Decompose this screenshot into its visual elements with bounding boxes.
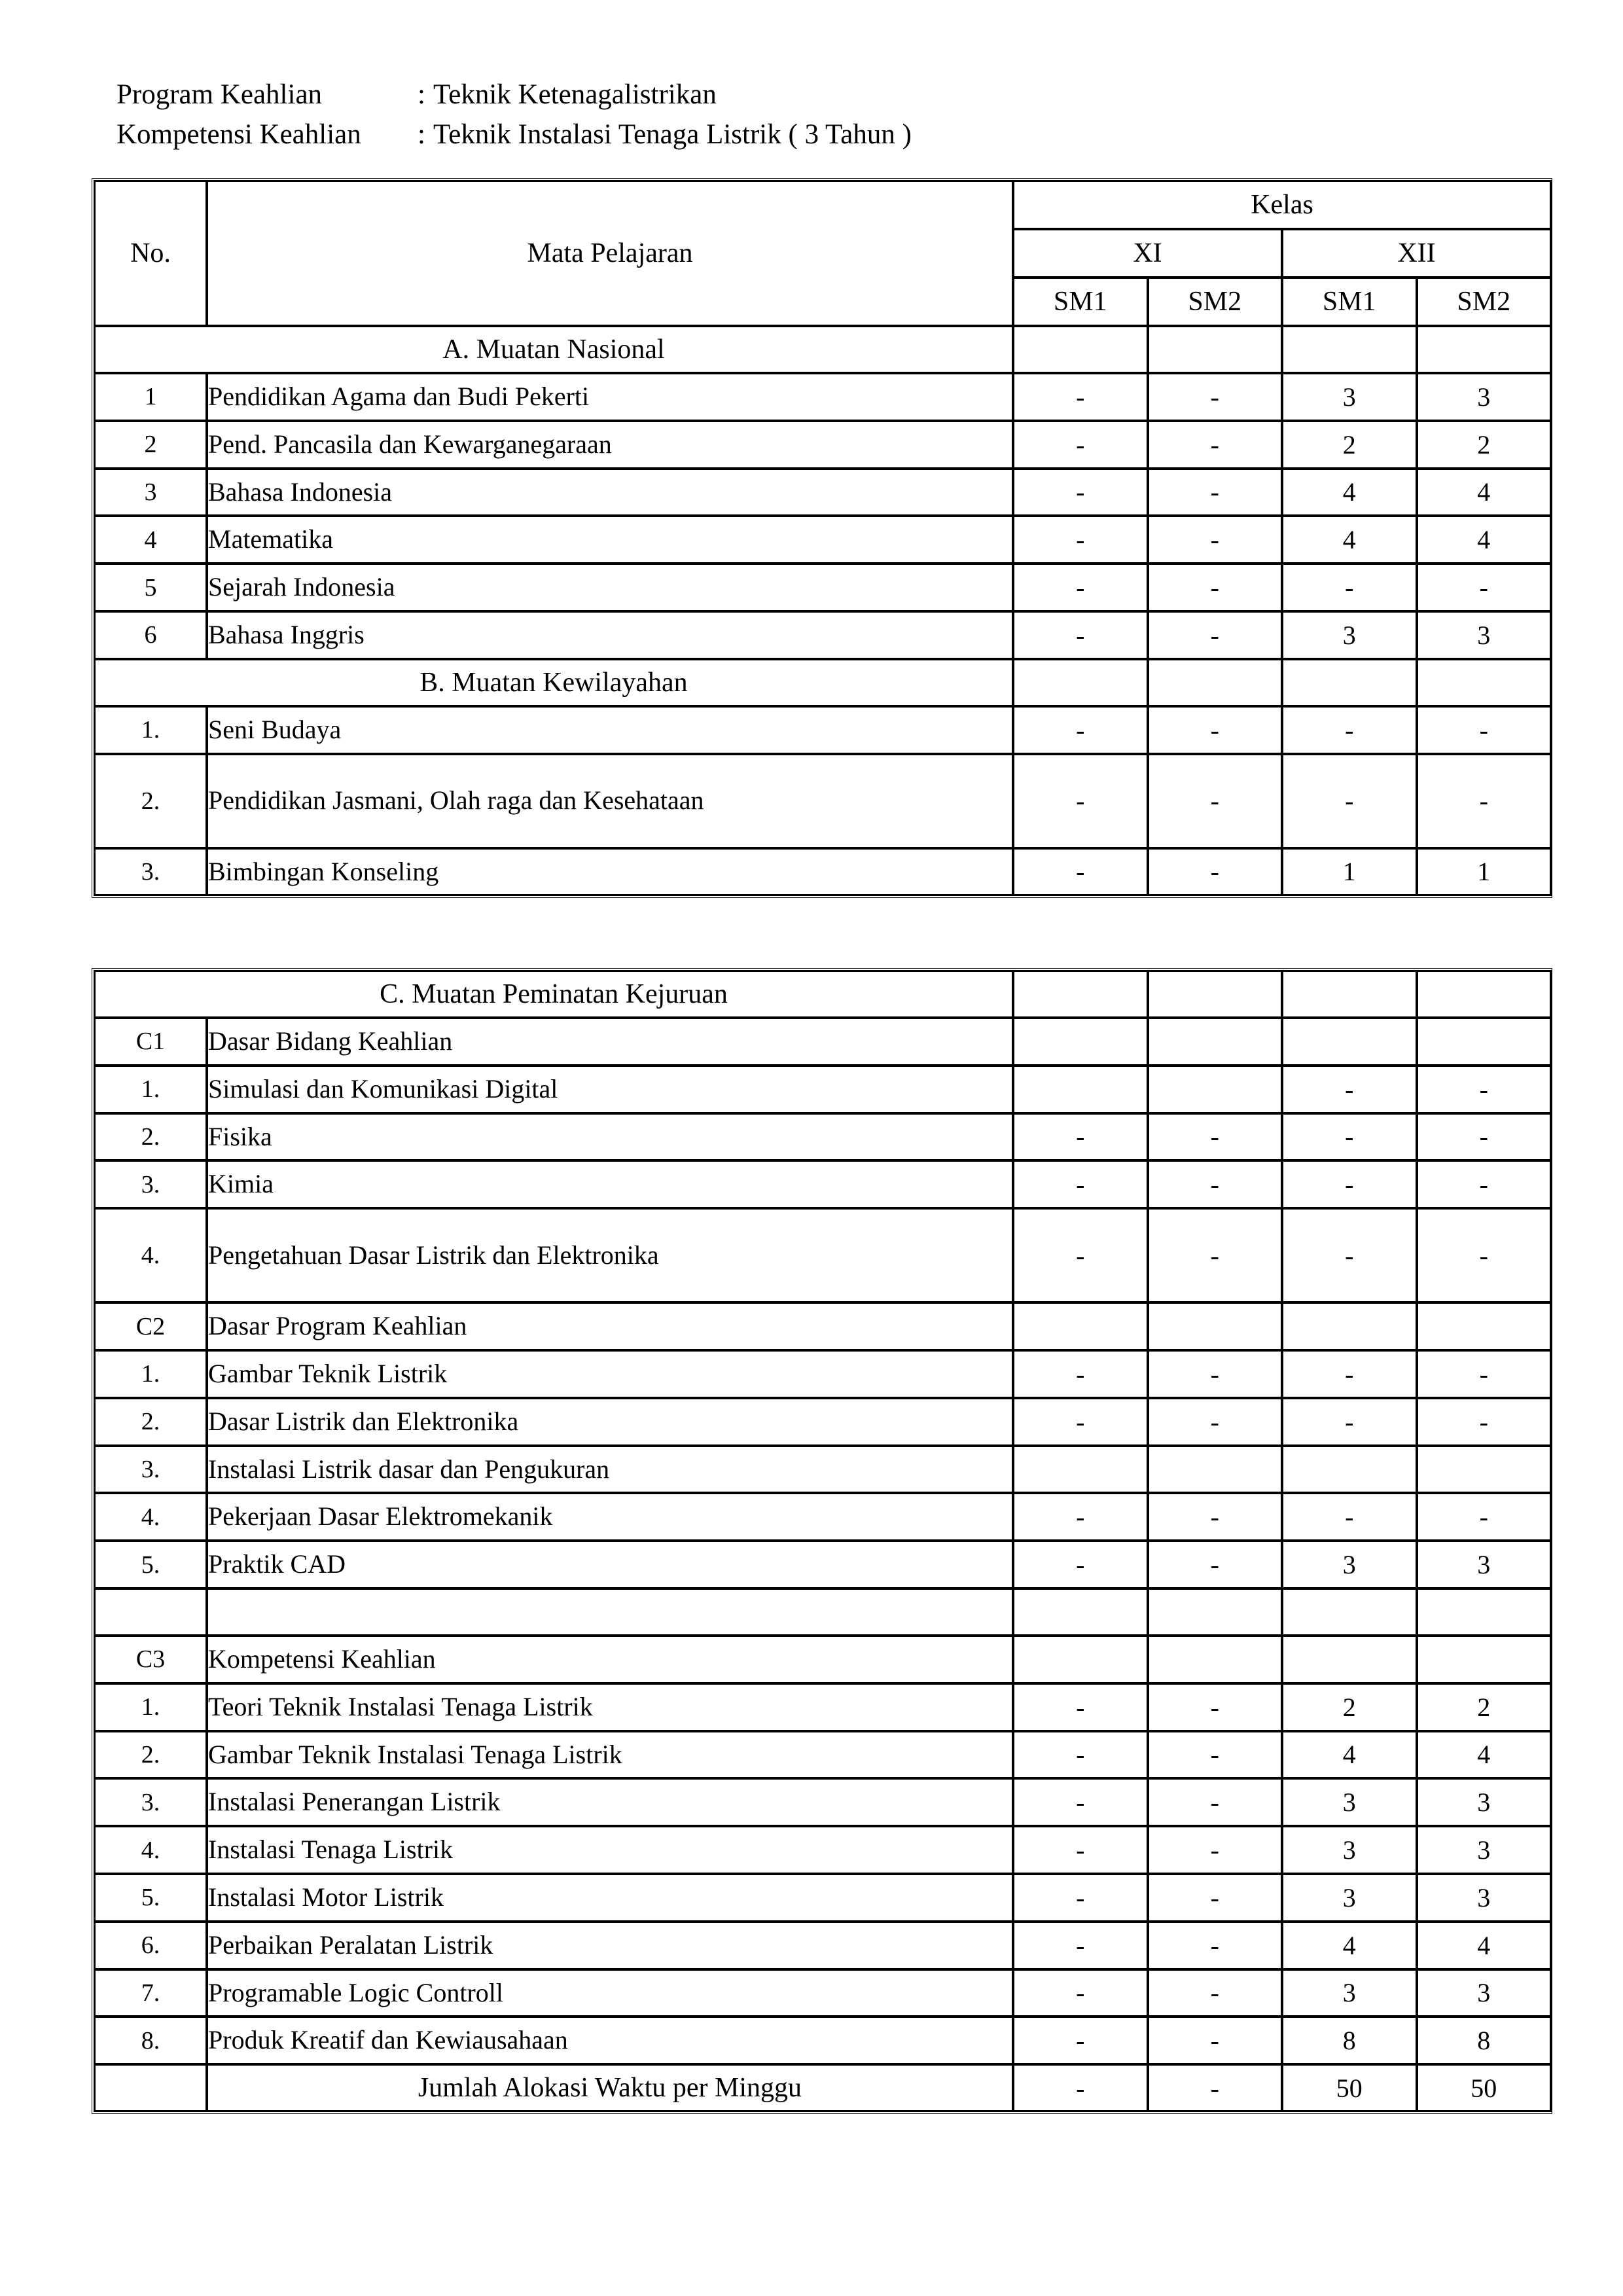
cell-no: 4 xyxy=(94,516,207,564)
cell-subject: Bahasa Indonesia xyxy=(207,469,1013,516)
table-row xyxy=(94,1160,1551,1208)
section-header-cell-1 xyxy=(1148,326,1283,373)
subgroup-title-C3: Kompetensi Keahlian xyxy=(207,1636,1013,1683)
heading-row-program xyxy=(116,75,912,115)
table-row xyxy=(94,1874,1551,1922)
table-row xyxy=(94,373,1551,421)
table-row xyxy=(94,706,1551,754)
section-title-B: B. Muatan Kewilayahan xyxy=(94,659,1013,706)
cell-subject: Instalasi Tenaga Listrik xyxy=(207,1826,1013,1874)
cell-value-1: - xyxy=(1148,469,1283,516)
cell-no: 3. xyxy=(94,1778,207,1826)
subgroup-code-C3: C3 xyxy=(94,1636,207,1683)
cell-value-2: - xyxy=(1282,564,1417,611)
cell-value-2: 3 xyxy=(1282,1826,1417,1874)
section-header-cell-2 xyxy=(1282,326,1417,373)
cell-value-3: 1 xyxy=(1417,848,1552,896)
column-header-semester-0: SM1 xyxy=(1013,278,1148,326)
cell-subject: Pekerjaan Dasar Elektromekanik xyxy=(207,1493,1013,1541)
cell-value-1: - xyxy=(1148,1874,1283,1922)
cell-value-1: - xyxy=(1148,1113,1283,1161)
subgroup-code-C2: C2 xyxy=(94,1302,207,1350)
cell-value-1: - xyxy=(1148,1398,1283,1446)
cell-value-0: - xyxy=(1013,1350,1148,1398)
table-row xyxy=(94,1350,1551,1398)
heading-label-kompetensi: Kompetensi Keahlian xyxy=(116,119,361,150)
table-row xyxy=(94,1969,1551,2017)
cell-no: 2. xyxy=(94,1398,207,1446)
section-title-C: C. Muatan Peminatan Kejuruan xyxy=(94,971,1013,1018)
cell-subject: Seni Budaya xyxy=(207,706,1013,754)
cell-subject: Gambar Teknik Listrik xyxy=(207,1350,1013,1398)
cell-value-1: - xyxy=(1148,611,1283,659)
cell-value-1: - xyxy=(1148,1160,1283,1208)
cell-value-1: - xyxy=(1148,516,1283,564)
heading-separator-kompetensi: : xyxy=(418,119,425,150)
cell-value-2: - xyxy=(1282,1350,1417,1398)
cell-value-2: 3 xyxy=(1282,611,1417,659)
cell-value-3: 4 xyxy=(1417,1731,1552,1779)
cell-value-3: - xyxy=(1417,1350,1552,1398)
cell-value-3: - xyxy=(1417,564,1552,611)
cell-no: 1. xyxy=(94,1350,207,1398)
subgroup-header-row xyxy=(94,1018,1551,1066)
cell-value-0: - xyxy=(1013,706,1148,754)
cell-subject: Fisika xyxy=(207,1113,1013,1161)
cell-value-3: - xyxy=(1417,1160,1552,1208)
cell-value-0: - xyxy=(1013,469,1148,516)
column-header-subject: Mata Pelajaran xyxy=(207,181,1013,326)
subgroup-cell-2 xyxy=(1282,1302,1417,1350)
cell-value-1: - xyxy=(1148,706,1283,754)
subgroup-cell-0 xyxy=(1013,1636,1148,1683)
cell-no: 2. xyxy=(94,1113,207,1161)
cell-no: 4. xyxy=(94,1208,207,1302)
subgroup-cell-1 xyxy=(1148,1018,1283,1066)
cell-value-2: - xyxy=(1282,706,1417,754)
cell-no: 8. xyxy=(94,2017,207,2064)
cell-value-3: - xyxy=(1417,706,1552,754)
table-row xyxy=(94,1922,1551,1969)
cell-value-1 xyxy=(1148,1066,1283,1113)
table-row xyxy=(94,1208,1551,1302)
section-header-row xyxy=(94,659,1551,706)
cell-subject: Bahasa Inggris xyxy=(207,611,1013,659)
section-header-cell-0 xyxy=(1013,326,1148,373)
section-title-A: A. Muatan Nasional xyxy=(94,326,1013,373)
cell-value-0: - xyxy=(1013,848,1148,896)
subgroup-cell-3 xyxy=(1417,1636,1552,1683)
column-header-level-xii: XII xyxy=(1282,229,1551,278)
cell-no: 4. xyxy=(94,1493,207,1541)
table-row xyxy=(94,516,1551,564)
cell-value-1: - xyxy=(1148,1969,1283,2017)
cell-no: 1 xyxy=(94,373,207,421)
column-header-semester-2: SM1 xyxy=(1282,278,1417,326)
cell-no: 3. xyxy=(94,1446,207,1494)
cell-no: 5. xyxy=(94,1874,207,1922)
cell-value-0: - xyxy=(1013,1922,1148,1969)
cell-no: 6. xyxy=(94,1922,207,1969)
cell-value-3: 8 xyxy=(1417,2017,1552,2064)
cell-subject: Pendidikan Jasmani, Olah raga dan Kesehataan xyxy=(207,754,1013,848)
cell-value-0: - xyxy=(1013,2017,1148,2064)
table-total-row xyxy=(94,2064,1551,2111)
cell-value-3: 4 xyxy=(1417,1922,1552,1969)
table-header-row-1 xyxy=(94,181,1551,229)
cell-value-3: 2 xyxy=(1417,1683,1552,1731)
cell-subject xyxy=(207,1588,1013,1636)
subgroup-header-row xyxy=(94,1636,1551,1683)
cell-value-0: - xyxy=(1013,1541,1148,1588)
cell-value-2: - xyxy=(1282,1493,1417,1541)
section-header-cell-1 xyxy=(1148,971,1283,1018)
cell-subject: Matematika xyxy=(207,516,1013,564)
cell-value-1: - xyxy=(1148,421,1283,469)
cell-value-0: - xyxy=(1013,516,1148,564)
cell-value-1: - xyxy=(1148,1683,1283,1731)
heading-row-kompetensi xyxy=(116,115,912,154)
total-value-3: 50 xyxy=(1417,2064,1552,2111)
cell-value-3: 3 xyxy=(1417,373,1552,421)
total-label: Jumlah Alokasi Waktu per Minggu xyxy=(207,2064,1013,2111)
cell-value-3: 3 xyxy=(1417,1826,1552,1874)
cell-value-2 xyxy=(1282,1446,1417,1494)
column-header-no: No. xyxy=(94,181,207,326)
table-row xyxy=(94,2017,1551,2064)
cell-value-0: - xyxy=(1013,1208,1148,1302)
cell-value-3: 3 xyxy=(1417,1874,1552,1922)
cell-value-0: - xyxy=(1013,1874,1148,1922)
cell-subject: Teori Teknik Instalasi Tenaga Listrik xyxy=(207,1683,1013,1731)
cell-no: 3. xyxy=(94,1160,207,1208)
cell-value-2: 4 xyxy=(1282,1922,1417,1969)
cell-subject: Programable Logic Controll xyxy=(207,1969,1013,2017)
cell-value-3: 3 xyxy=(1417,1778,1552,1826)
cell-no: 1. xyxy=(94,1066,207,1113)
cell-subject: Dasar Listrik dan Elektronika xyxy=(207,1398,1013,1446)
total-value-2: 50 xyxy=(1282,2064,1417,2111)
cell-value-0: - xyxy=(1013,754,1148,848)
subgroup-cell-2 xyxy=(1282,1018,1417,1066)
cell-no: 3. xyxy=(94,848,207,896)
cell-no: 1. xyxy=(94,1683,207,1731)
table-row xyxy=(94,1066,1551,1113)
section-header-cell-1 xyxy=(1148,659,1283,706)
cell-no: 5 xyxy=(94,564,207,611)
cell-value-2: - xyxy=(1282,1208,1417,1302)
cell-value-2: - xyxy=(1282,1066,1417,1113)
section-header-cell-2 xyxy=(1282,971,1417,1018)
cell-value-1: - xyxy=(1148,564,1283,611)
section-header-row xyxy=(94,326,1551,373)
cell-value-0: - xyxy=(1013,1731,1148,1779)
cell-value-0: - xyxy=(1013,421,1148,469)
table-row xyxy=(94,1493,1551,1541)
cell-value-3: - xyxy=(1417,1066,1552,1113)
cell-value-3: 2 xyxy=(1417,421,1552,469)
subgroup-cell-3 xyxy=(1417,1018,1552,1066)
table-row xyxy=(94,1683,1551,1731)
cell-subject: Pendidikan Agama dan Budi Pekerti xyxy=(207,373,1013,421)
cell-value-3: 4 xyxy=(1417,516,1552,564)
cell-value-1: - xyxy=(1148,848,1283,896)
subgroup-cell-0 xyxy=(1013,1302,1148,1350)
cell-value-1: - xyxy=(1148,2017,1283,2064)
heading-value-program: Teknik Ketenagalistrikan xyxy=(433,79,717,110)
cell-no: 5. xyxy=(94,1541,207,1588)
table-row xyxy=(94,1113,1551,1161)
section-header-cell-3 xyxy=(1417,326,1552,373)
total-value-0: - xyxy=(1013,2064,1148,2111)
cell-value-1: - xyxy=(1148,1922,1283,1969)
cell-value-3: 3 xyxy=(1417,1541,1552,1588)
cell-subject: Instalasi Penerangan Listrik xyxy=(207,1778,1013,1826)
table-row xyxy=(94,1541,1551,1588)
cell-value-2: 8 xyxy=(1282,2017,1417,2064)
subgroup-cell-0 xyxy=(1013,1018,1148,1066)
table-row xyxy=(94,469,1551,516)
subgroup-cell-2 xyxy=(1282,1636,1417,1683)
subgroup-cell-3 xyxy=(1417,1302,1552,1350)
section-header-cell-3 xyxy=(1417,971,1552,1018)
total-value-1: - xyxy=(1148,2064,1283,2111)
cell-value-1: - xyxy=(1148,1826,1283,1874)
curriculum-table-part1 xyxy=(92,178,1552,898)
cell-value-3: 4 xyxy=(1417,469,1552,516)
total-cell-no xyxy=(94,2064,207,2111)
cell-no: 2. xyxy=(94,754,207,848)
cell-value-0: - xyxy=(1013,1683,1148,1731)
cell-subject: Pend. Pancasila dan Kewarganegaraan xyxy=(207,421,1013,469)
cell-no xyxy=(94,1588,207,1636)
table-row xyxy=(94,754,1551,848)
section-header-cell-0 xyxy=(1013,659,1148,706)
cell-value-0 xyxy=(1013,1446,1148,1494)
curriculum-table-part2 xyxy=(92,968,1552,2114)
table-row xyxy=(94,421,1551,469)
column-header-semester-3: SM2 xyxy=(1417,278,1552,326)
table-row xyxy=(94,1398,1551,1446)
cell-value-3: - xyxy=(1417,754,1552,848)
table-row xyxy=(94,1826,1551,1874)
cell-no: 6 xyxy=(94,611,207,659)
cell-value-1: - xyxy=(1148,373,1283,421)
subgroup-cell-1 xyxy=(1148,1636,1283,1683)
cell-no: 4. xyxy=(94,1826,207,1874)
table-row-blank xyxy=(94,1588,1551,1636)
cell-no: 2 xyxy=(94,421,207,469)
cell-value-3: - xyxy=(1417,1208,1552,1302)
document-heading xyxy=(116,75,912,154)
cell-value-1 xyxy=(1148,1588,1283,1636)
section-header-cell-3 xyxy=(1417,659,1552,706)
cell-subject: Bimbingan Konseling xyxy=(207,848,1013,896)
table-row xyxy=(94,564,1551,611)
column-header-kelas: Kelas xyxy=(1013,181,1551,229)
section-header-cell-0 xyxy=(1013,971,1148,1018)
cell-value-0: - xyxy=(1013,1826,1148,1874)
cell-value-2: 4 xyxy=(1282,1731,1417,1779)
cell-value-0 xyxy=(1013,1588,1148,1636)
cell-value-2: - xyxy=(1282,1160,1417,1208)
heading-value-kompetensi: Teknik Instalasi Tenaga Listrik ( 3 Tahun ) xyxy=(433,119,912,150)
cell-no: 7. xyxy=(94,1969,207,2017)
table-row xyxy=(94,1778,1551,1826)
cell-subject: Instalasi Listrik dasar dan Pengukuran xyxy=(207,1446,1013,1494)
cell-value-3: 3 xyxy=(1417,611,1552,659)
cell-value-0: - xyxy=(1013,564,1148,611)
cell-value-2: 4 xyxy=(1282,469,1417,516)
cell-value-2: 1 xyxy=(1282,848,1417,896)
table-row xyxy=(94,611,1551,659)
cell-value-1: - xyxy=(1148,1541,1283,1588)
cell-value-2 xyxy=(1282,1588,1417,1636)
section-header-row xyxy=(94,971,1551,1018)
cell-value-1: - xyxy=(1148,1493,1283,1541)
cell-value-3: - xyxy=(1417,1493,1552,1541)
cell-value-0: - xyxy=(1013,611,1148,659)
cell-subject: Perbaikan Peralatan Listrik xyxy=(207,1922,1013,1969)
cell-value-2: - xyxy=(1282,1398,1417,1446)
cell-subject: Produk Kreatif dan Kewiausahaan xyxy=(207,2017,1013,2064)
cell-value-0: - xyxy=(1013,373,1148,421)
cell-value-3 xyxy=(1417,1588,1552,1636)
cell-value-0: - xyxy=(1013,1160,1148,1208)
cell-subject: Instalasi Motor Listrik xyxy=(207,1874,1013,1922)
table-row xyxy=(94,848,1551,896)
cell-value-3: - xyxy=(1417,1398,1552,1446)
cell-value-2: 3 xyxy=(1282,1969,1417,2017)
cell-value-1 xyxy=(1148,1446,1283,1494)
cell-subject: Pengetahuan Dasar Listrik dan Elektronika xyxy=(207,1208,1013,1302)
cell-value-2: 2 xyxy=(1282,421,1417,469)
table-row xyxy=(94,1731,1551,1779)
subgroup-code-C1: C1 xyxy=(94,1018,207,1066)
cell-value-2: - xyxy=(1282,754,1417,848)
table-row xyxy=(94,1446,1551,1494)
cell-value-2: 3 xyxy=(1282,1874,1417,1922)
cell-value-1: - xyxy=(1148,754,1283,848)
cell-subject: Praktik CAD xyxy=(207,1541,1013,1588)
heading-separator-program: : xyxy=(418,79,425,110)
cell-no: 2. xyxy=(94,1731,207,1779)
cell-value-0: - xyxy=(1013,1398,1148,1446)
cell-subject: Kimia xyxy=(207,1160,1013,1208)
cell-value-1: - xyxy=(1148,1208,1283,1302)
cell-value-0: - xyxy=(1013,1113,1148,1161)
cell-subject: Gambar Teknik Instalasi Tenaga Listrik xyxy=(207,1731,1013,1779)
cell-value-2: - xyxy=(1282,1113,1417,1161)
subgroup-title-C2: Dasar Program Keahlian xyxy=(207,1302,1013,1350)
cell-no: 1. xyxy=(94,706,207,754)
cell-value-2: 3 xyxy=(1282,1778,1417,1826)
column-header-semester-1: SM2 xyxy=(1148,278,1283,326)
section-header-cell-2 xyxy=(1282,659,1417,706)
subgroup-title-C1: Dasar Bidang Keahlian xyxy=(207,1018,1013,1066)
cell-no: 3 xyxy=(94,469,207,516)
cell-value-1: - xyxy=(1148,1731,1283,1779)
cell-value-2: 2 xyxy=(1282,1683,1417,1731)
column-header-level-xi: XI xyxy=(1013,229,1282,278)
heading-label-program: Program Keahlian xyxy=(116,79,323,110)
cell-value-3: 3 xyxy=(1417,1969,1552,2017)
cell-value-0: - xyxy=(1013,1969,1148,2017)
cell-value-1: - xyxy=(1148,1778,1283,1826)
cell-subject: Sejarah Indonesia xyxy=(207,564,1013,611)
cell-value-0: - xyxy=(1013,1493,1148,1541)
cell-subject: Simulasi dan Komunikasi Digital xyxy=(207,1066,1013,1113)
subgroup-cell-1 xyxy=(1148,1302,1283,1350)
cell-value-1: - xyxy=(1148,1350,1283,1398)
cell-value-3: - xyxy=(1417,1113,1552,1161)
cell-value-0 xyxy=(1013,1066,1148,1113)
cell-value-2: 4 xyxy=(1282,516,1417,564)
cell-value-3 xyxy=(1417,1446,1552,1494)
subgroup-header-row xyxy=(94,1302,1551,1350)
cell-value-2: 3 xyxy=(1282,373,1417,421)
cell-value-0: - xyxy=(1013,1778,1148,1826)
cell-value-2: 3 xyxy=(1282,1541,1417,1588)
